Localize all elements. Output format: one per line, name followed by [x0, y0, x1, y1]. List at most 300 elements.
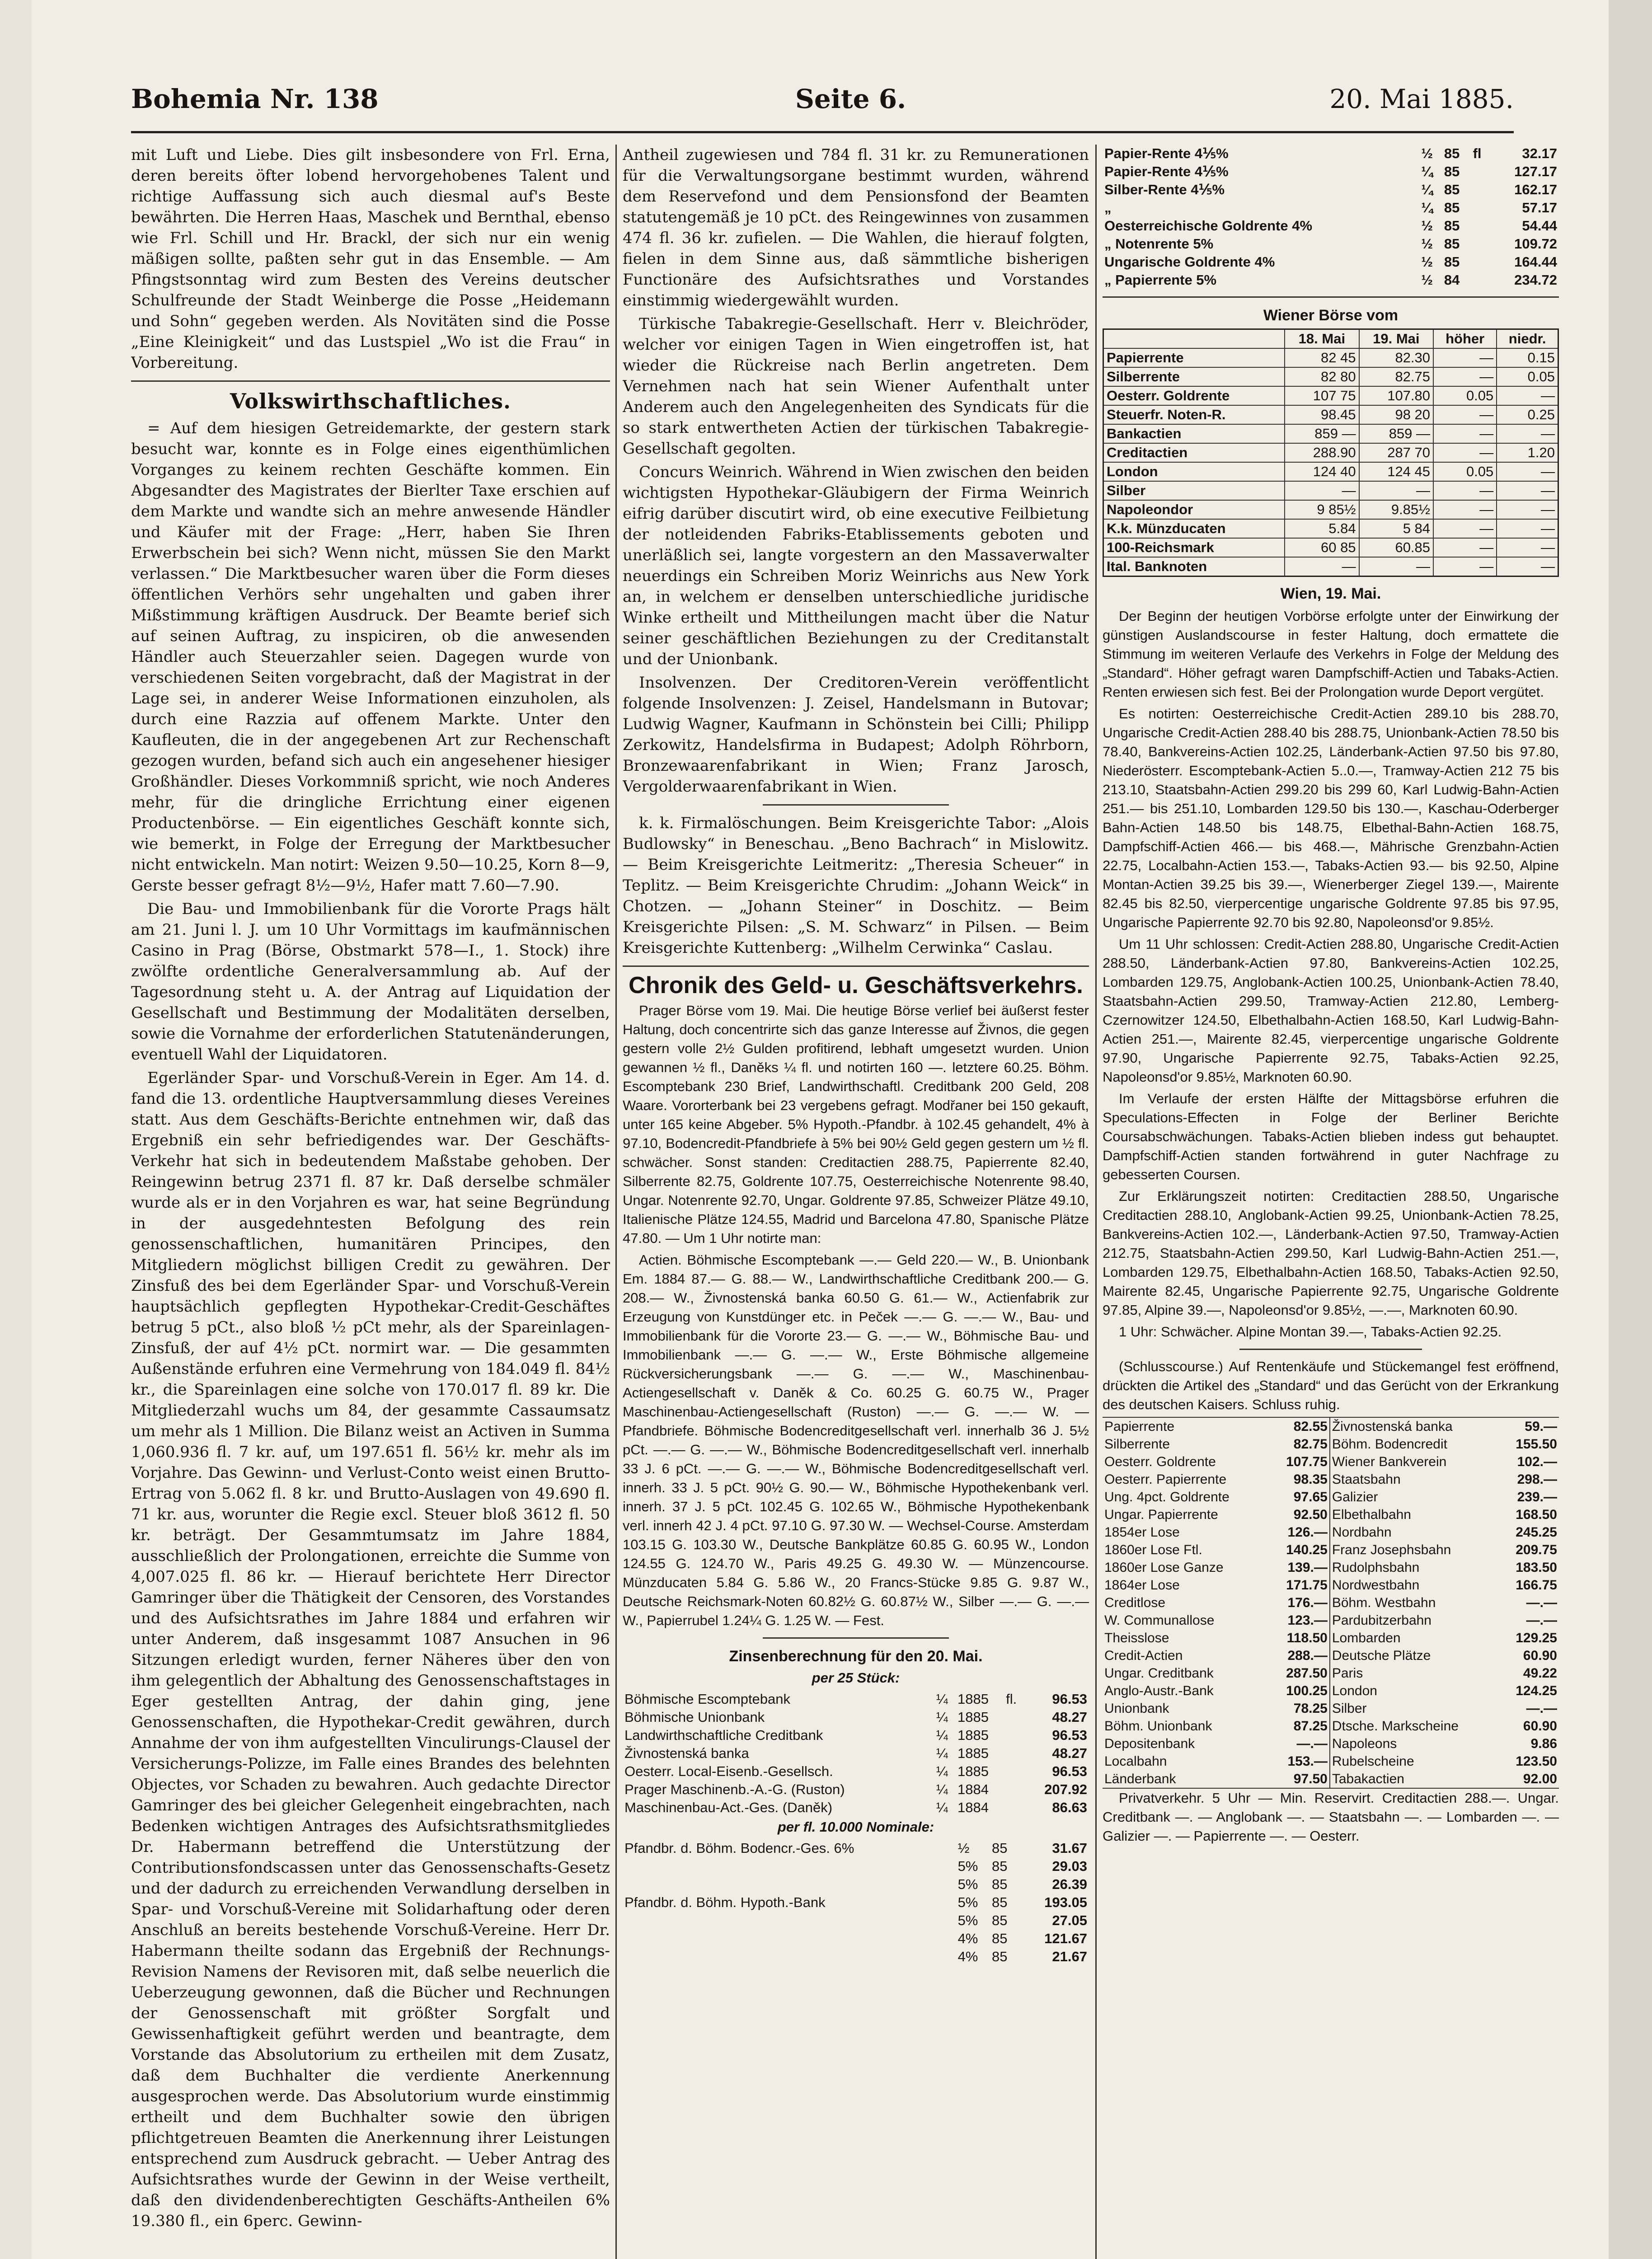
- header-rule: [131, 131, 1514, 133]
- table-cell: 5%: [957, 1912, 978, 1928]
- security-name: Böhm. Unionbank: [1104, 1719, 1212, 1734]
- security-price: 155.50: [1516, 1437, 1557, 1452]
- table-cell: Ungarische Goldrente 4%: [1104, 254, 1275, 270]
- table-cell: ¼: [1421, 164, 1433, 179]
- security-name: 1864er Lose: [1104, 1578, 1180, 1593]
- table-cell: 1885: [957, 1691, 989, 1707]
- closing-row: [1103, 1700, 1559, 1717]
- table-cell: Böhmische Unionbank: [624, 1709, 765, 1725]
- table-cell: 5%: [957, 1894, 978, 1910]
- table-cell: [1471, 253, 1489, 271]
- table-cell: 84: [1444, 272, 1460, 288]
- table-cell: —: [1433, 405, 1497, 424]
- table-cell: —: [1359, 481, 1433, 500]
- table-cell: 207.92: [1044, 1781, 1087, 1797]
- actien-course-text: Actien. Böhmische Escomptebank —.— Geld 220.— W., B. Unionbank Em. 1884 87.— G. 88.— W., Landwirthschaftliche Creditbank 200.— G. 208.— W., Živnostenská banka 60.50 G. 61.— W., Actienfabrik zur Erzeugung von Kunstdünger etc. in Peček —.— G. —.— W., Bau- und Immobilienbank für die Vororte 23.— G. —.— W., Böhmische Bau- und Immobilienbank —.— G. —.— W., Erste Böhmische allgemeine Rückversicherungsbank —.— G. —.— W., Maschinenbau-Actiengesellschaft v. Daněk & Co. 60.25 G. 60.75 W., Prager Maschinenbau-Actiengesellschaft (Ruston) —.— G. —.— W. — Pfandbriefe. Böhmische Bodencreditgesellschaft verl. innerhalb 36 J. 5½ pCt. —.— G. —.— W., Böhmische Bodencreditgesellschaft verl. innerhalb 33 J. 6 pCt. —.— G. —.— W., Böhmische Bodencreditgesellschaft verl. innerh. 33 J. 5 pCt. 90½ G. 90.— W., Böhmische Hypothekenbank verl. innerh. 37 J. 5 pCt. 102.45 G. 102.65 W., Böhmische Hypothekenbank verl. innerh 42 J. 4 pCt. 97.10 G. 97.30 W. — Wechsel-Course. Amsterdam 103.15 G. 103.30 W., Deutsche Bankplätze 60.85 G. 60.95 W., London 124.55 G. 124.70 W., Paris 49.25 G. 49.30 W. — Münzencourse. Münzducaten 5.84 G. 5.86 W., 20 Francs-Stücke 9.85 G. 9.87 W., Deutsche Reichsmark-Noten 60.82½ G. 60.87½ W., Silber —.— G. —.— W., Papierrubel 1.24¼ G. 1.25 W. — Fest.: [623, 1252, 1089, 1628]
- table-cell: 82 45: [1285, 348, 1359, 367]
- closing-row: [1103, 1523, 1559, 1541]
- closing-row: [1103, 1488, 1559, 1506]
- table-cell: —: [1497, 462, 1558, 481]
- security-price: 87.25: [1293, 1719, 1328, 1734]
- security-name: Böhm. Westbahn: [1330, 1594, 1500, 1612]
- closing-row: [1103, 1682, 1559, 1700]
- table-cell: [623, 1875, 956, 1893]
- table-cell: [1471, 235, 1489, 253]
- security-name: Nordbahn: [1330, 1523, 1500, 1541]
- table-cell: [1018, 1912, 1023, 1930]
- security-name: 1860er Lose Ftl.: [1104, 1542, 1202, 1557]
- boerse-row: [1103, 462, 1558, 481]
- table-cell: 1885: [957, 1709, 989, 1725]
- wiener-boerse-title: Wiener Börse vom: [1263, 307, 1399, 324]
- table-cell: ½: [1421, 145, 1433, 161]
- table-cell: 85: [992, 1894, 1008, 1910]
- security-name: Živnostenská banka: [1330, 1417, 1500, 1435]
- security-name: Ung. 4pct. Goldrente: [1104, 1490, 1230, 1504]
- article-tabakregie: Türkische Tabakregie-Gesellschaft. Herr v. Bleichröder, welcher vor einigen Tagen in Wien eingetroffen ist, hat wieder die Rückreise nach Berlin angetreten. Dem Vernehmen nach hat sein Wiener Aufenthalt unter Anderem auch den Angelegenheiten des Syndicats für die so stark entwertheten Actien der türkischen Tabakregie-Gesellschaft gegolten.: [623, 315, 1089, 458]
- table-cell: [1004, 1781, 1024, 1799]
- table-cell: 54.44: [1522, 218, 1557, 234]
- zinsen-table-2: [623, 1839, 1089, 1966]
- security-price: 98.35: [1293, 1472, 1328, 1487]
- table-cell: 82.30: [1359, 348, 1433, 367]
- wien-1-uhr: 1 Uhr: Schwächer. Alpine Montan 39.—, Tabaks-Actien 92.25.: [1119, 1324, 1502, 1340]
- boerse-row: [1103, 538, 1558, 557]
- table-cell: ½: [1421, 272, 1433, 288]
- table-cell: Creditactien: [1103, 443, 1285, 462]
- table-cell: Oesterreichische Goldrente 4%: [1104, 218, 1313, 234]
- zinsen-row: [623, 1762, 1089, 1781]
- section-heading: Volkswirthschaftliches.: [230, 389, 512, 413]
- table-cell: 5.84: [1285, 519, 1359, 538]
- table-cell: 29.03: [1052, 1858, 1087, 1874]
- zinsen-row: [623, 1744, 1089, 1762]
- table-cell: 121.67: [1044, 1931, 1087, 1946]
- closing-row: [1103, 1647, 1559, 1664]
- zinsen-row: [623, 1930, 1089, 1948]
- security-price: 288.—: [1287, 1648, 1328, 1663]
- table-cell: 85: [1444, 218, 1460, 234]
- closing-row: [1103, 1559, 1559, 1576]
- wien-11-uhr: Um 11 Uhr schlossen: Credit-Actien 288.80, Ungarische Credit-Actien 288.50, Länderbank-Actien 97.80, Bankvereins-Actien 102.25, Lombarden 129.75, Anglobank-Actien 100.25, Unionbank-Actien 78.40, Staatsbahn-Actien 299.50, Tramway-Actien 212.80, Lemberg-Czernowitzer 124.50, Elbethalbahn-Actien 168.50, Karl Ludwig-Bahn-Actien 251.—, Mairente 82.45, vierpercentige ungarische Goldrente 97.90, Ungarische Papierrente 92.75, Tabaks-Actien 92.25, Napoleonsd'or 9.85½, Marknoten 60.90.: [1103, 936, 1559, 1085]
- table-cell: 60.85: [1359, 538, 1433, 557]
- table-cell: 82.75: [1359, 367, 1433, 386]
- zinsen-subtitle-2: per fl. 10.000 Nominale:: [777, 1819, 934, 1835]
- table-cell: [623, 1948, 956, 1966]
- table-cell: ¼: [936, 1727, 948, 1743]
- table-cell: 1885: [957, 1745, 989, 1761]
- rates-row: [1103, 217, 1559, 235]
- security-name: Unionbank: [1104, 1701, 1169, 1716]
- zinsen-subtitle: per 25 Stück:: [812, 1670, 900, 1686]
- table-cell: 107 75: [1285, 386, 1359, 405]
- table-cell: „ Papierrente 5%: [1104, 272, 1217, 288]
- boerse-row: [1103, 348, 1558, 367]
- newspaper-title: Bohemia Nr. 138: [131, 84, 379, 114]
- table-cell: 1884: [957, 1781, 989, 1797]
- security-price: 123.50: [1516, 1754, 1557, 1769]
- table-cell: 107.80: [1359, 386, 1433, 405]
- table-cell: 9 85½: [1285, 500, 1359, 519]
- security-price: 100.25: [1286, 1683, 1328, 1698]
- zinsen-row: [623, 1912, 1089, 1930]
- security-price: 287.50: [1286, 1666, 1328, 1681]
- table-cell: —: [1497, 481, 1558, 500]
- theatre-review-end: mit Luft und Liebe. Dies gilt insbesondere von Frl. Erna, deren bereits öfter lobend hervorgehobenes Talent und richtige Auffassung sich auch diesmal auf's Beste bewährten. Die Herren Haas, Maschek und Bernthal, ebenso wie Frl. Schill und Hr. Brackl, der sich nur ein wenig mäßigen sollte, paßten sehr gut in das Ensemble. — Am Pfingstsonntag wird zum Besten des Vereins deutscher Schulfreunde der Stadt Weinberge die Posse „Heidemann und Sohn“ gegeben werden. Als Novitäten sind die Posse „Eine Kleinigkeit“ und das Lustspiel „Wo ist die Frau“ in Vorbereitung.: [131, 146, 610, 372]
- security-price: 78.25: [1293, 1701, 1328, 1716]
- table-cell: [1018, 1875, 1023, 1893]
- security-name: Silberrente: [1104, 1437, 1170, 1452]
- security-name: 1860er Lose Ganze: [1104, 1560, 1224, 1575]
- security-name: Oesterr. Goldrente: [1104, 1454, 1216, 1469]
- rates-row: [1103, 253, 1559, 271]
- separator: [623, 965, 1089, 967]
- left-margin: [0, 0, 32, 2259]
- table-cell: —: [1497, 557, 1558, 576]
- table-cell: Oesterr. Local-Eisenb.-Gesellsch.: [624, 1763, 833, 1779]
- security-name: Staatsbahn: [1330, 1471, 1500, 1488]
- table-cell: 0.25: [1497, 405, 1558, 424]
- closing-row: [1103, 1753, 1559, 1770]
- security-name: 1854er Lose: [1104, 1525, 1180, 1540]
- rates-row: [1103, 145, 1559, 163]
- rates-table: [1103, 145, 1559, 289]
- table-cell: 1.20: [1497, 443, 1558, 462]
- table-cell: ½: [1421, 236, 1433, 252]
- table-cell: Napoleondor: [1103, 500, 1285, 519]
- table-cell: —: [1433, 481, 1497, 500]
- table-cell: 48.27: [1052, 1745, 1087, 1761]
- table-cell: 85: [1444, 145, 1460, 161]
- table-cell: —: [1433, 443, 1497, 462]
- article-bau-immobilienbank: Die Bau- und Immobilienbank für die Vororte Prags hält am 21. Juni l. J. um 10 Uhr Vormittags im kaufmännischen Casino in Prag (Börse, Obstmarkt 578—I., 1. Stock) ihre zwölfte ordentliche Generalversammlung ab. Auf der Tagesordnung steht u. A. der Antrag auf Liquidation der Gesellschaft und Bestimmung der Modalitäten derselben, sowie die Vornahme der erforderlichen Statutenänderungen, eventuell Wahl der Liquidatoren.: [131, 900, 610, 1064]
- table-cell: 124 45: [1359, 462, 1433, 481]
- table-cell: 85: [992, 1876, 1008, 1892]
- zinsen-table: [623, 1690, 1089, 1817]
- security-name: Napoleons: [1330, 1735, 1500, 1753]
- security-name: Böhm. Bodencredit: [1330, 1435, 1500, 1453]
- column-header: höher: [1433, 329, 1497, 349]
- table-cell: —: [1285, 481, 1359, 500]
- column-2: [623, 145, 1089, 2259]
- right-margin: [1609, 0, 1652, 2259]
- security-name: London: [1330, 1682, 1500, 1700]
- table-cell: [1471, 163, 1489, 181]
- separator: [763, 1637, 949, 1639]
- table-cell: 288.90: [1285, 443, 1359, 462]
- table-cell: 1884: [957, 1800, 989, 1815]
- security-price: 97.65: [1293, 1490, 1328, 1504]
- table-cell: [1004, 1708, 1024, 1726]
- security-price: 140.25: [1286, 1542, 1328, 1557]
- table-cell: 85: [1444, 164, 1460, 179]
- table-cell: ¼: [936, 1691, 948, 1707]
- security-price: 60.90: [1523, 1648, 1557, 1663]
- rates-row: [1103, 199, 1559, 217]
- table-cell: 85: [992, 1912, 1008, 1928]
- wiener-boerse-table: [1103, 328, 1559, 577]
- table-cell: —: [1433, 538, 1497, 557]
- table-cell: Böhmische Escomptebank: [624, 1691, 791, 1707]
- separator: [763, 804, 949, 806]
- table-cell: 82 80: [1285, 367, 1359, 386]
- security-price: 183.50: [1516, 1560, 1557, 1575]
- security-name: Länderbank: [1104, 1772, 1176, 1786]
- table-cell: [1018, 1948, 1023, 1966]
- security-price: —.—: [1526, 1613, 1557, 1628]
- table-cell: [1018, 1930, 1023, 1948]
- closing-row: [1103, 1506, 1559, 1523]
- security-price: 97.50: [1293, 1772, 1328, 1786]
- security-name: Paris: [1330, 1664, 1500, 1682]
- table-cell: ¼: [936, 1781, 948, 1797]
- security-price: 245.25: [1516, 1525, 1557, 1540]
- security-name: Tabakactien: [1330, 1770, 1500, 1788]
- security-price: 239.—: [1517, 1490, 1557, 1504]
- security-name: Wiener Bankverein: [1330, 1453, 1500, 1471]
- table-cell: ¼: [936, 1763, 948, 1779]
- table-cell: 85: [1444, 200, 1460, 216]
- prager-boerse-text: Prager Börse vom 19. Mai. Die heutige Börse verlief bei äußerst fester Haltung, doch concentrirte sich das ganze Interesse auf Živnos, die gegen gestern volle 2½ Gulden profitirend, lebhaft umgesetzt wurden. Union gewannen ½ fl., Daněks ¼ fl. und notirten 160 —. letztere 60.25. Böhm. Escomptebank 230 Brief, Landwirthschaftl. Creditbank 200 Geld, 208 Waare. Vororterbank bei 23 vergebens gefragt. Modřaner bei 150 gekauft, unter 165 keine Abgeber. 5% Hypoth.-Pfandbr. à 102.45 gehandelt, 4% à 97.10, Bodencredit-Pfandbriefe à 5% bei 90½ Geld gegen gestern um ½ fl. schwächer. Sonst standen: Creditactien 288.75, Papierrente 82.40, Silberrente 82.75, Goldrente 107.75, Oesterreichische Notenrente 98.40, Ungar. Notenrente 92.70, Ungar. Goldrente 97.85, Schweizer Plätze 49.10, Italienische Plätze 124.55, Madrid und Barcelona 47.80, Spanische Plätze 47.80. — Um 1 Uhr notirte man:: [623, 1003, 1089, 1246]
- table-cell: —: [1433, 424, 1497, 443]
- table-cell: ½: [957, 1840, 970, 1856]
- security-price: —.—: [1296, 1736, 1328, 1751]
- table-cell: ½: [1421, 254, 1433, 270]
- security-name: Papierrente: [1104, 1419, 1175, 1434]
- boerse-row: [1103, 405, 1558, 424]
- closing-row: [1103, 1770, 1559, 1788]
- table-cell: „: [1104, 200, 1112, 216]
- issue-date: 20. Mai 1885.: [1329, 84, 1514, 114]
- table-cell: —: [1433, 367, 1497, 386]
- table-cell: ¼: [1421, 182, 1433, 197]
- boerse-row: [1103, 519, 1558, 538]
- table-cell: [1018, 1839, 1023, 1857]
- closing-row: [1103, 1717, 1559, 1735]
- table-cell: 60 85: [1285, 538, 1359, 557]
- closing-row: [1103, 1629, 1559, 1647]
- security-name: Lombarden: [1330, 1629, 1500, 1647]
- table-cell: 164.44: [1514, 254, 1557, 270]
- table-cell: Maschinenbau-Act.-Ges. (Daněk): [624, 1800, 833, 1815]
- security-name: Ungar. Papierrente: [1104, 1507, 1218, 1522]
- security-price: 49.22: [1523, 1666, 1557, 1681]
- table-cell: 127.17: [1514, 164, 1557, 179]
- table-cell: 5%: [957, 1858, 978, 1874]
- table-cell: 85: [992, 1931, 1008, 1946]
- boerse-row: [1103, 500, 1558, 519]
- zinsen-row: [623, 1875, 1089, 1893]
- table-cell: —: [1497, 519, 1558, 538]
- security-name: Depositenbank: [1104, 1736, 1195, 1751]
- separator: [1239, 1349, 1422, 1350]
- separator: [131, 380, 610, 382]
- table-cell: —: [1285, 557, 1359, 576]
- table-cell: 26.39: [1052, 1876, 1087, 1892]
- rates-row: [1103, 163, 1559, 181]
- table-cell: [1471, 271, 1489, 289]
- closing-row: [1103, 1417, 1559, 1435]
- table-cell: Pfandbr. d. Böhm. Hypoth.-Bank: [624, 1894, 826, 1910]
- table-cell: 85: [1444, 182, 1460, 197]
- zinsen-row: [623, 1726, 1089, 1744]
- security-name: Galizier: [1330, 1488, 1500, 1506]
- closing-row: [1103, 1612, 1559, 1629]
- security-price: 92.50: [1293, 1507, 1328, 1522]
- zinsen-row: [623, 1781, 1089, 1799]
- table-cell: Silber: [1103, 481, 1285, 500]
- table-cell: [1018, 1857, 1023, 1875]
- table-cell: [623, 1857, 956, 1875]
- table-cell: 96.53: [1052, 1763, 1087, 1779]
- privatverkehr-block: [1103, 1789, 1559, 1846]
- security-price: 107.75: [1286, 1454, 1328, 1469]
- table-cell: [1004, 1799, 1024, 1817]
- section-heading-chronik: Chronik des Geld- u. Geschäftsverkehrs.: [629, 972, 1083, 998]
- table-cell: ¼: [1421, 200, 1433, 216]
- table-cell: [623, 1930, 956, 1948]
- security-name: Pardubitzerbahn: [1330, 1612, 1500, 1629]
- table-cell: 85: [992, 1949, 1008, 1964]
- table-cell: Bankactien: [1103, 424, 1285, 443]
- rates-row: [1103, 181, 1559, 199]
- table-cell: 57.17: [1522, 200, 1557, 216]
- table-cell: 21.67: [1052, 1949, 1087, 1964]
- rates-row: [1103, 271, 1559, 289]
- table-cell: [1471, 199, 1489, 217]
- article-continuation: Antheil zugewiesen und 784 fl. 31 kr. zu Remunerationen für die Verwaltungsorgane bestimmt wurden, während dem Reservefond und dem Pensionsfond der Beamten statutengemäß je 10 pCt. des Reingewinnes von zusammen 474 fl. 36 kr. zufielen. — Die Wahlen, die hierauf folgten, fielen in dem Sinne aus, daß sämmtliche bisherigen Functionäre des Aufsichtsrathes und Vorstandes einstimmig wiedergewählt wurden.: [623, 146, 1089, 309]
- security-price: 171.75: [1286, 1578, 1328, 1593]
- table-cell: ½: [1421, 218, 1433, 234]
- closing-row: [1103, 1735, 1559, 1753]
- wien-mittagsboerse: Im Verlaufe der ersten Hälfte der Mittagsbörse erfuhren die Speculations-Effecten in Folge der Berliner Berichte Coursabschwächungen. Tabaks-Actien blieben indess gut behauptet. Dampfschiff-Actien standen fortwährend in guter Nachfrage zu gebesserten Coursen.: [1103, 1091, 1559, 1182]
- column-divider: [615, 145, 617, 2259]
- security-price: —.—: [1526, 1595, 1557, 1610]
- table-cell: —: [1497, 424, 1558, 443]
- boerse-row: [1103, 481, 1558, 500]
- security-price: 92.00: [1523, 1772, 1557, 1786]
- security-name: Rudolphsbahn: [1330, 1559, 1500, 1576]
- article-grain-market: = Auf dem hiesigen Getreidemarkte, der gestern stark besucht war, konnte es in Folge eines eigenthümlichen Vorganges zu keinem rechten Geschäfte kommen. Ein Abgesandter des Magistrates der Bierlter Taxe erschien auf dem Markte und wandte sich an mehre anwesende Händler und Käufer mit der Frage: „Herr, haben Sie Ihren Erwerbschein bei sich? Wenn nicht, müssen Sie den Markt verlassen.“ Die Marktbesucher waren über die Form dieses öffentlichen Verhörs sehr ungehalten und gaben ihrer Mißstimmung kräftigen Ausdruck. Der Beamte berief sich auf seinen Auftrag, zu inspiciren, ob die anwesenden Händler auch Steuerzahler seien. Dagegen wurde von verschiedenen Seiten vorgebracht, daß der Magistrat in der Lage sei, in anderer Weise Informationen einzuholen, als durch eine Razzia auf offenem Markte. Unter den Kaufleuten, die in der angegebenen Art zur Rechenschaft gezogen wurden, befand sich auch ein angesehener hiesiger Großhändler. Dieses Vorkommniß spricht, wie noch Anderes mehr, für die dringliche Errichtung einer eigenen Productenbörse. — Ein eigentliches Geschäft konnte sich, wie bemerkt, in Folge der Erregung der Marktbesucher nicht entwickeln. Man notirt: Weizen 9.50—10.25, Korn 8—9, Gerste besser gefragt 8½—9½, Hafer matt 7.60—7.90.: [131, 419, 610, 895]
- column-1: [131, 145, 610, 2259]
- security-price: 82.55: [1293, 1419, 1328, 1434]
- zinsen-title: Zinsenberechnung für den 20. Mai.: [729, 1648, 983, 1665]
- security-name: Localbahn: [1104, 1754, 1167, 1769]
- wien-notirungen: Es notirten: Oesterreichische Credit-Actien 289.10 bis 288.70, Ungarische Credit-Actien 288.40 bis 288.75, Unionbank-Actien 78.50 bis 78.40, Bankvereins-Actien 102.25, Länderbank-Actien 97.50 bis 97.80, Niederösterr. Escomptebank-Actien 5..0.—, Tramway-Actien 212 75 bis 213.10, Staatsbahn-Actien 299.20 bis 299 60, Karl Ludwig-Bahn-Actien 251.— bis 251.10, Lombarden 129.50 bis 130.—, Kaschau-Oderberger Bahn-Actien 148.50 bis 148.75, Elbethal-Bahn-Actien 168.75, Dampfschiff-Actien 466.— bis 468.—, Mährische Grenzbahn-Actien 22.75, Localbahn-Actien 153.—, Tabaks-Actien 93.— bis 92.50, Alpine Montan-Actien 39.25 bis 39.—, Wienerberger Ziegel 139.—, Mairente 82.45 bis 82.50, vierpercentige ungarische Goldrente 97.85 bis 97.95, Ungarische Papierrente 92.70 bis 92.80, Napoleonsd'or 9.85½.: [1103, 706, 1559, 930]
- security-name: Ungar. Creditbank: [1104, 1666, 1214, 1681]
- table-cell: —: [1497, 386, 1558, 405]
- table-cell: 85: [992, 1858, 1008, 1874]
- zinsen-row: [623, 1839, 1089, 1857]
- table-cell: 859 —: [1285, 424, 1359, 443]
- table-cell: [1004, 1726, 1024, 1744]
- table-cell: London: [1103, 462, 1285, 481]
- table-cell: Papierrente: [1103, 348, 1285, 367]
- table-cell: 98 20: [1359, 405, 1433, 424]
- table-cell: 1885: [957, 1727, 989, 1743]
- security-name: Rubelscheine: [1330, 1753, 1500, 1770]
- table-cell: 32.17: [1522, 145, 1557, 161]
- zinsen-row: [623, 1799, 1089, 1817]
- closing-row: [1103, 1664, 1559, 1682]
- security-name: Franz Josephsbahn: [1330, 1541, 1500, 1559]
- table-cell: ¼: [936, 1745, 948, 1761]
- table-cell: 5 84: [1359, 519, 1433, 538]
- security-price: 166.75: [1516, 1578, 1557, 1593]
- schlusscourse-table: [1103, 1417, 1559, 1789]
- closing-row: [1103, 1541, 1559, 1559]
- table-cell: 109.72: [1514, 236, 1557, 252]
- table-cell: 0.15: [1497, 348, 1558, 367]
- boerse-row: [1103, 424, 1558, 443]
- security-price: 60.90: [1523, 1719, 1557, 1734]
- security-price: 118.50: [1286, 1631, 1328, 1645]
- page-number: Seite 6.: [795, 84, 906, 114]
- table-cell: Pfandbr. d. Böhm. Bodencr.-Ges. 6%: [624, 1840, 854, 1856]
- table-cell: 0.05: [1433, 462, 1497, 481]
- table-cell: 0.05: [1433, 386, 1497, 405]
- column-header: [1103, 329, 1285, 349]
- table-cell: 859 —: [1359, 424, 1433, 443]
- zinsen-row: [623, 1708, 1089, 1726]
- privatverkehr-text: Privatverkehr. 5 Uhr — Min. Reservirt. Creditactien 288.—. Ungar. Creditbank —. — Anglobank —. — Staatsbahn —. — Lombarden —. — Galizier —. — Papierrente —. — Oesterr.: [1103, 1790, 1559, 1844]
- table-cell: Landwirthschaftliche Creditbank: [624, 1727, 823, 1743]
- rates-row: [1103, 235, 1559, 253]
- column-divider: [1095, 145, 1097, 2259]
- table-cell: —: [1433, 519, 1497, 538]
- table-cell: 85: [1444, 254, 1460, 270]
- security-price: 82.75: [1293, 1437, 1328, 1452]
- security-price: 126.—: [1287, 1525, 1328, 1540]
- security-name: Silber: [1330, 1700, 1500, 1717]
- column-header: 18. Mai: [1285, 329, 1359, 349]
- boerse-report: [623, 1001, 1089, 1630]
- security-name: Theisslose: [1104, 1631, 1169, 1645]
- table-cell: —: [1433, 348, 1497, 367]
- table-cell: 5%: [957, 1876, 978, 1892]
- table-cell: fl.: [1006, 1691, 1017, 1707]
- table-cell: Steuerfr. Noten-R.: [1103, 405, 1285, 424]
- security-price: 168.50: [1516, 1507, 1557, 1522]
- security-name: Anglo-Austr.-Bank: [1104, 1683, 1214, 1698]
- security-price: 59.—: [1525, 1419, 1557, 1434]
- column-header: niedr.: [1497, 329, 1558, 349]
- table-cell: ¼: [936, 1800, 948, 1815]
- boerse-row: [1103, 367, 1558, 386]
- wien-erklaerungszeit: Zur Erklärungszeit notirten: Creditactien 288.50, Ungarische Creditactien 288.10, Anglobank-Actien 99.25, Unionbank-Actien 78.25, Bankvereins-Actien 102.—, Länderbank-Actien 97.50, Tramway-Actien 212.75, Staatsbahn-Actien 299.50, Karl Ludwig-Bahn-Actien 251.—, Lombarden 129.75, Elbethalbahn-Actien 168.50, Tabaks-Actien 92.50, Mairente 82.45, Ungarische Papierrente 92.75, Ungarische Goldrente 97.85, Alpine 39.—, Napoleonsd'or 9.85½, —.—, Marknoten 60.90.: [1103, 1188, 1559, 1318]
- security-name: Dtsche. Markscheine: [1330, 1717, 1500, 1735]
- table-cell: 48.27: [1052, 1709, 1087, 1725]
- table-cell: 85: [992, 1840, 1008, 1856]
- security-price: —.—: [1526, 1701, 1557, 1716]
- table-cell: [1471, 181, 1489, 199]
- closing-row: [1103, 1435, 1559, 1453]
- boerse-row: [1103, 443, 1558, 462]
- column-header: 19. Mai: [1359, 329, 1433, 349]
- article-egerlaender-verein: Egerländer Spar- und Vorschuß-Verein in Eger. Am 14. d. fand die 13. ordentliche Hauptversammlung dieses Vereines statt. Aus dem Geschäfts-Berichte entnehmen wir, daß das Ergebniß ein sehr befriedigendes war. Der Geschäfts-Verkehr hat sich in bedeutendem Maßstabe gehoben. Der Reingewinn betrug 2371 fl. 87 kr. Daß derselbe schmäler wurde als er in den Vorjahren es war, hat seine Begründung in der ausgedehntesten Befolgung des rein genossenschaftlichen, humanitären Principes, den Mitgliedern möglichst billigen Credit zu gewähren. Der Zinsfuß des bei dem Egerländer Spar- und Vorschuß-Verein hauptsächlich gepflegten Hypothekar-Credit-Geschäftes betrug 5 pCt., also bloß ½ pCt mehr, als der Spareinlagen-Zinsfuß, der auf 4½ pCt. normirt war. — Die gesammten Außenstände erfuhren eine Vermehrung von 184.049 fl. 84½ kr., die Spareinlagen eine solche von 170.017 fl. 89 kr. Die Mitgliederzahl wuchs um 84, der gesammte Cassaumsatz um mehr als 1 Million. Die Bilanz weist an Activen in Summa 1,060.936 fl. 7 kr. auf, um 197.651 fl. 56½ kr. mehr als im Vorjahre. Das Gewinn- und Verlust-Conto weist einen Brutto-Ertrag von 5.062 fl. 8 kr. und Brutto-Auslagen von 49.690 fl. 71 kr. aus, worunter die Regie excl. Steuer bloß 3612 fl. 50 kr. beträgt. Der Gesammtumsatz im Jahre 1884, ausschließlich der Prolongationen, erreichte die Summe von 4,007.025 fl. 86 kr. — Hierauf berichtete Herr Director Gamringer über die Thätigkeit der Censoren, des Vorstandes und des Aufsichtsrathes im Jahre 1884 und erfahren wir unter Anderem, daß insgesammt 1087 Ansuchen in 96 Sitzungen erledigt wurden, ferner Näheres über den von ihm gelegentlich der Abhaltung des Genossenschaftstages in Eger gestellten Antrag, der dahin ging, jene Genossenschaften, die Hypothekar-Credit gewähren, durch Annahme der von ihm aufgestellten Vinculirungs-Clausel der Versicherungs-Polizze, im Falle eines Brandes des belehnten Objectes, vor Schaden zu bewahren. Auch gedachte Director Gamringer des bei gleicher Gelegenheit eingebrachten, nach Bedenken wichtigen Antrages des Aufsichtsrathsmitgliedes Dr. Habermann betreffend die Unterstützung der Contributionsfondscassen unter das Genossenschafts-Gesetz und der dadurch zu erreichenden Verwandlung derselben in Spar- und Vorschuß-Vereine mit Solidarhaftung oder deren Anschluß an bereits bestehende Vorschuß-Vereine. Herr Dr. Habermann theilte sodann das Ergebniß der Rechnungs-Revision Namens der Revisoren mit, daß selbe neuerlich die Ueberzeugung gewonnen, daß die Bücher und Rechnungen der Genossenschaft mit größter Sorgfalt und Gewissenhaftigkeit geführt werden und beantragte, dem Vorstande das Absolutorium zu ertheilen mit dem Zusatz, daß dem Buchhalter die verdiente Anerkennung ausgesprochen werde. Das Absolutorium wurde einstimmig ertheilt und dem Buchhalter sowie den übrigen pflichtgetreuen Beamten die Anerkennung ihrer Leistungen entsprechend zum Ausdruck gebracht. — Ueber Antrag des Aufsichtsrathes wurde der Gewinn in der Weise vertheilt, daß den dividendenberechtigten Geschäfts-Antheilen 6% 19.380 fl., ein 6perc. Gewinn-: [131, 1069, 610, 2230]
- article-firmaloeschungen: k. k. Firmalöschungen. Beim Kreisgerichte Tabor: „Alois Budlowsky“ in Beneschau. „Beno Bachrach“ in Mislowitz. — Beim Kreisgerichte Leitmeritz: „Theresia Scheuer“ in Teplitz. — Beim Kreisgerichte Chrudim: „Johann Weick“ in Chotzen. — „Johann Steiner“ in Doschitz. — Beim Kreisgerichte Pilsen: „S. M. Schwarz“ in Pilsen. — Beim Kreisgerichte Kuttenberg: „Wilhelm Cerwinka“ Caslau.: [623, 814, 1089, 957]
- security-price: 176.—: [1287, 1595, 1328, 1610]
- closing-row: [1103, 1594, 1559, 1612]
- table-cell: Oesterr. Goldrente: [1103, 386, 1285, 405]
- column-3: [1103, 145, 1559, 2259]
- table-cell: [1004, 1744, 1024, 1762]
- wien-dateline: Wien, 19. Mai.: [1280, 585, 1381, 602]
- table-cell: [1471, 217, 1489, 235]
- table-cell: [623, 1912, 956, 1930]
- security-price: 123.—: [1287, 1613, 1328, 1628]
- table-cell: 98.45: [1285, 405, 1359, 424]
